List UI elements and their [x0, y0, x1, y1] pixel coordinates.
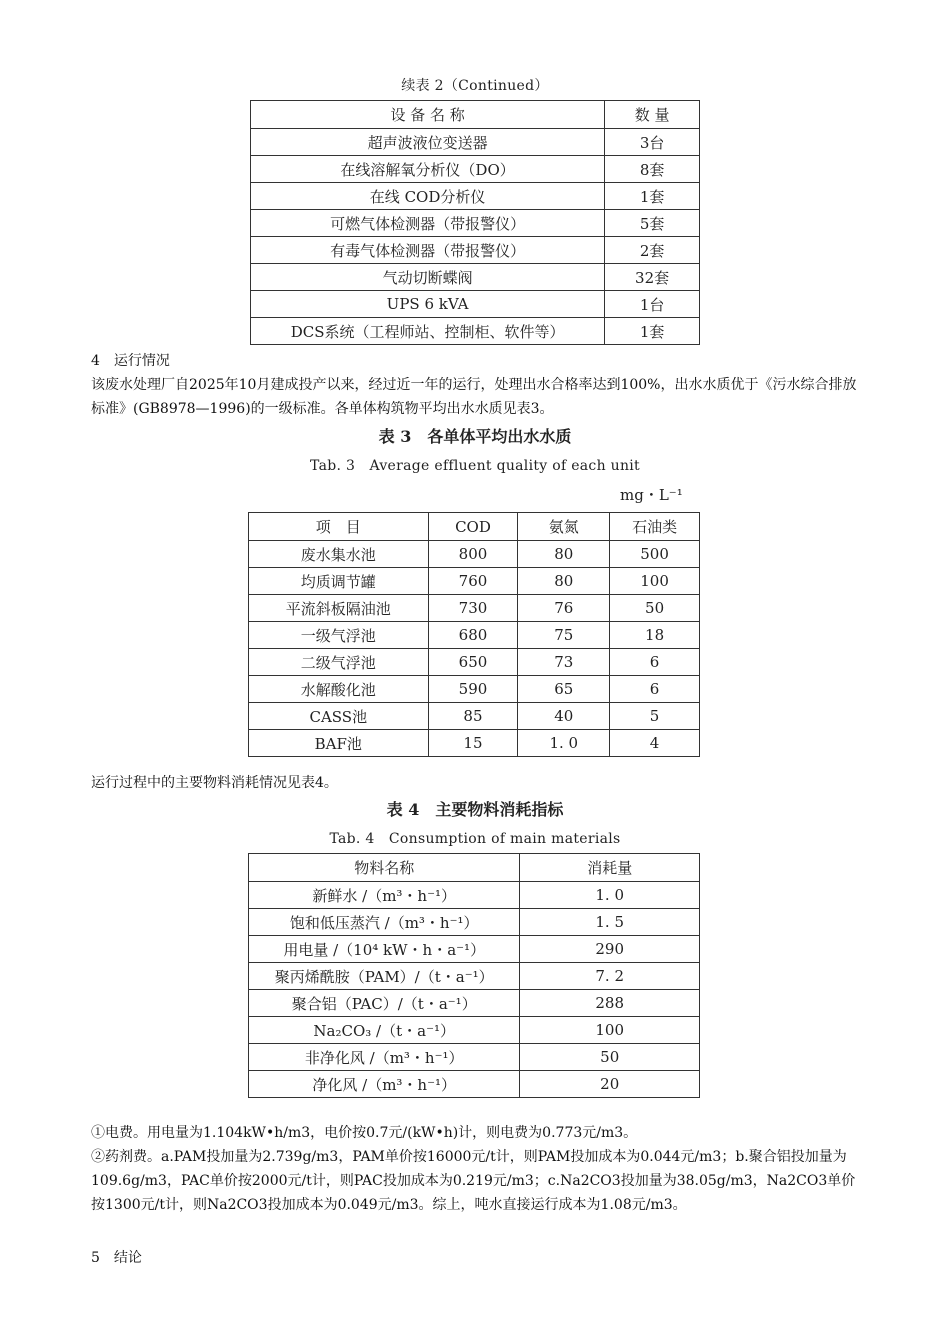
table3-cell: 800 [428, 541, 518, 568]
table3-cell: 80 [518, 541, 610, 568]
table3-row [249, 730, 700, 757]
table3-cell: 73 [518, 649, 610, 676]
table3-row [249, 703, 700, 730]
table3-cell: 一级气浮池 [249, 622, 429, 649]
table4-cell: 50 [520, 1044, 700, 1071]
table2-cell: 5套 [605, 210, 700, 237]
table3-cell: 680 [428, 622, 518, 649]
table4-intro: 运行过程中的主要物料消耗情况见表4。 [91, 775, 338, 791]
table3-cell: 590 [428, 676, 518, 703]
table3-cell: 85 [428, 703, 518, 730]
table4-cell: 聚丙烯酰胺（PAM）/（t・a⁻¹） [249, 963, 520, 990]
table3-cell: 5 [610, 703, 700, 730]
table3-cell: 15 [428, 730, 518, 757]
table3-cell: 730 [428, 595, 518, 622]
table3-cell: 6 [610, 676, 700, 703]
table3-cell: 18 [610, 622, 700, 649]
table3-cell: 1. 0 [518, 730, 610, 757]
section4-paragraph: 该废水处理厂自2025年10月建成投产以来，经过近一年的运行，处理出水合格率达到100%，出水水质优于《污水综合排放标准》(GB8978—1996)的一级标准。各单体构筑物平均出水水质见表3。 [91, 377, 857, 417]
table2-row [251, 237, 700, 264]
table3-header-row [249, 513, 700, 541]
table3-row [249, 541, 700, 568]
table2-cell: 1台 [605, 291, 700, 318]
table4-cell: 新鲜水 /（m³・h⁻¹） [249, 882, 520, 909]
table4-row [249, 963, 700, 990]
table4-row [249, 882, 700, 909]
table3-cell: 均质调节罐 [249, 568, 429, 595]
table2-header-name: 设 备 名 称 [251, 101, 605, 129]
table2-cell: 2套 [605, 237, 700, 264]
table3-row [249, 595, 700, 622]
table4-cell: 饱和低压蒸汽 /（m³・h⁻¹） [249, 909, 520, 936]
table2-cell: 气动切断蝶阀 [251, 264, 605, 291]
table3-cell: CASS池 [249, 703, 429, 730]
table4-row [249, 1044, 700, 1071]
table3-cell: 100 [610, 568, 700, 595]
table2-cell: 在线溶解氧分析仪（DO） [251, 156, 605, 183]
table3-row [249, 676, 700, 703]
table3-cell: 平流斜板隔油池 [249, 595, 429, 622]
table4-cell: 290 [520, 936, 700, 963]
table2-header-qty: 数 量 [605, 101, 700, 129]
table4-cell: 1. 0 [520, 882, 700, 909]
table2-row [251, 210, 700, 237]
table4-cell: 7. 2 [520, 963, 700, 990]
table2-cell: 超声波液位变送器 [251, 129, 605, 156]
table4-caption-en: Tab. 4 Consumption of main materials [329, 831, 621, 847]
table2-cell: 有毒气体检测器（带报警仪） [251, 237, 605, 264]
table4-cell: 非净化风 /（m³・h⁻¹） [249, 1044, 520, 1071]
table2-row [251, 291, 700, 318]
table3-cell: 80 [518, 568, 610, 595]
table2-cell: 在线 COD分析仪 [251, 183, 605, 210]
table4-row [249, 1017, 700, 1044]
table4-header-material: 物料名称 [249, 854, 520, 882]
table3 [248, 512, 700, 757]
table3-cell: 760 [428, 568, 518, 595]
table3-cell: 75 [518, 622, 610, 649]
table3-row [249, 568, 700, 595]
table3-row [249, 622, 700, 649]
table3-header-cod: COD [428, 513, 518, 541]
table2-row [251, 129, 700, 156]
table4 [248, 853, 700, 1098]
table2-cell: 32套 [605, 264, 700, 291]
table2-row [251, 264, 700, 291]
table4-cell: 100 [520, 1017, 700, 1044]
table4-cell: 聚合铝（PAC）/（t・a⁻¹） [249, 990, 520, 1017]
table2-cell: DCS系统（工程师站、控制柜、软件等） [251, 318, 605, 345]
table3-header-ammonia: 氨氮 [518, 513, 610, 541]
cost-note-chemicals: ②药剂费。a.PAM投加量为2.739g/m3，PAM单价按16000元/t计，则PAM投加成本为0.044元/m3；b.聚合铝投加量为109.6g/m3，PAC单价按2000元/t计，则PAC投加成本为0.219元/m3；c.Na2CO3投加量为38.05g/m3，Na2CO3单价按1300元/t计，则Na2CO3投加成本为0.049元/m3。综上，吨水直接运行成本为1.08元/m3。 [91, 1149, 856, 1213]
table4-cell: 20 [520, 1071, 700, 1098]
table2-caption: 续表 2（Continued） [401, 78, 549, 94]
table2-cell: 8套 [605, 156, 700, 183]
table3-header-oil: 石油类 [610, 513, 700, 541]
table2-cell: UPS 6 kVA [251, 291, 605, 318]
cost-note-electricity: ①电费。用电量为1.104kW•h/m3，电价按0.7元/(kW•h)计，则电费为0.773元/m3。 [91, 1125, 638, 1141]
table2-row [251, 318, 700, 345]
table4-cell: 用电量 /（10⁴ kW・h・a⁻¹） [249, 936, 520, 963]
table4-header-row [249, 854, 700, 882]
table3-cell: 50 [610, 595, 700, 622]
table4-row [249, 936, 700, 963]
table4-row [249, 1071, 700, 1098]
table4-cell: 288 [520, 990, 700, 1017]
table4-cell: 净化风 /（m³・h⁻¹） [249, 1071, 520, 1098]
table3-caption-cn: 表 3 各单体平均出水水质 [378, 427, 572, 446]
table3-cell: 4 [610, 730, 700, 757]
table2-row [251, 183, 700, 210]
table3-cell: 76 [518, 595, 610, 622]
table3-caption-en: Tab. 3 Average effluent quality of each unit [310, 458, 640, 474]
section4-heading: 4 运行情况 [91, 353, 170, 369]
table2 [250, 100, 700, 345]
table2-cell: 1套 [605, 183, 700, 210]
table2-row [251, 156, 700, 183]
table4-caption-cn: 表 4 主要物料消耗指标 [386, 800, 564, 819]
table2-cell: 3台 [605, 129, 700, 156]
table3-cell: 40 [518, 703, 610, 730]
table3-cell: 65 [518, 676, 610, 703]
table3-unit: mg・L⁻¹ [620, 486, 683, 504]
table3-cell: 二级气浮池 [249, 649, 429, 676]
table4-row [249, 990, 700, 1017]
table2-cell: 1套 [605, 318, 700, 345]
table4-cell: Na₂CO₃ /（t・a⁻¹） [249, 1017, 520, 1044]
table2-cell: 可燃气体检测器（带报警仪） [251, 210, 605, 237]
table4-cell: 1. 5 [520, 909, 700, 936]
table3-cell: 500 [610, 541, 700, 568]
table4-header-consumption: 消耗量 [520, 854, 700, 882]
section5-heading: 5 结论 [91, 1250, 142, 1266]
table3-cell: 废水集水池 [249, 541, 429, 568]
table3-header-item: 项 目 [249, 513, 429, 541]
table3-cell: 650 [428, 649, 518, 676]
table3-cell: BAF池 [249, 730, 429, 757]
table3-cell: 水解酸化池 [249, 676, 429, 703]
table4-row [249, 909, 700, 936]
table3-row [249, 649, 700, 676]
table2-header-row [251, 101, 700, 129]
table3-cell: 6 [610, 649, 700, 676]
